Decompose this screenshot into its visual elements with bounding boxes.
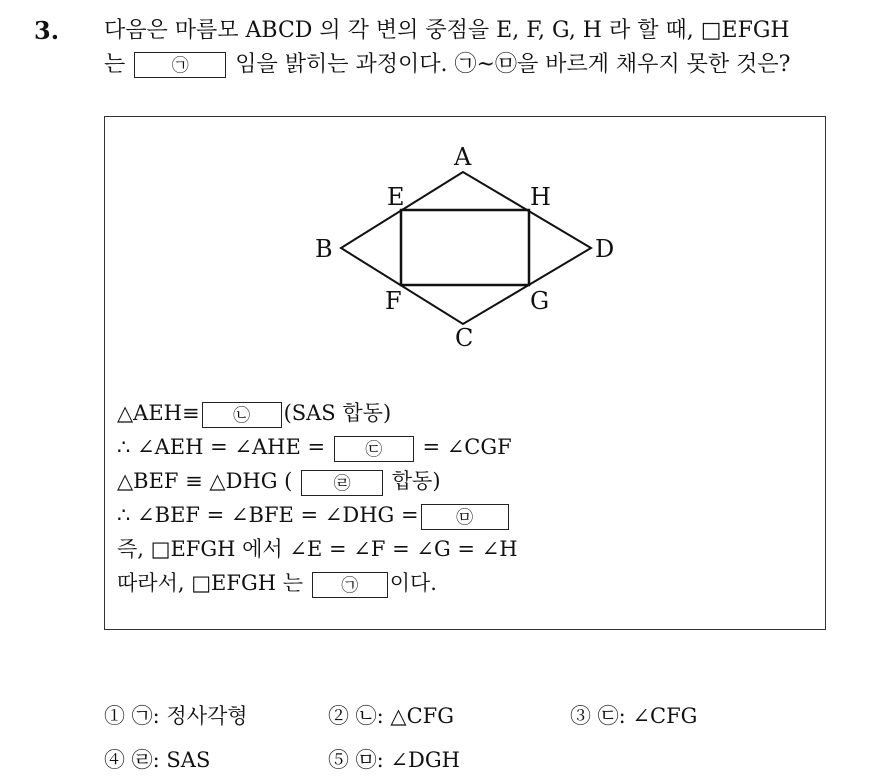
- label-a: A: [454, 143, 472, 171]
- label-d: D: [595, 235, 615, 263]
- question-text-line1: 다음은 마름모 ABCD 의 각 변의 중점을 E, F, G, H 라 할 때, □EFGH: [104, 18, 790, 43]
- question-text-suffix: 임을 밝히는 과정이다. ㉠~㉤을 바르게 채우지 못한 것은?: [235, 52, 791, 77]
- label-h: H: [530, 183, 551, 211]
- label-f: F: [385, 287, 402, 315]
- proof-line-2-suffix: = ∠CGF: [422, 435, 512, 459]
- rectangle-efgh: [401, 210, 529, 285]
- question-number: 3.: [34, 16, 60, 45]
- proof-line-6-suffix: 이다.: [389, 571, 437, 595]
- proof-line-4-text: ∴ ∠BEF = ∠BFE = ∠DHG =: [117, 503, 419, 527]
- proof-line-3-text: △BEF ≡ △DHG (: [117, 469, 293, 493]
- proof-line-6-text: 따라서, □EFGH 는: [117, 571, 304, 595]
- label-e: E: [387, 183, 405, 211]
- answer-blank-d: ㉣: [301, 470, 383, 496]
- proof-line-1-suffix: (SAS 합동): [283, 401, 392, 425]
- choice-2[interactable]: ② ㉡: △CFG: [328, 704, 454, 728]
- label-g: G: [530, 287, 550, 315]
- proof-line-3: [117, 467, 441, 496]
- label-c: C: [455, 324, 474, 352]
- proof-line-6: [117, 569, 437, 598]
- proof-line-5: 즉, □EFGH 에서 ∠E = ∠F = ∠G = ∠H: [117, 537, 518, 561]
- proof-box: [104, 116, 826, 630]
- answer-blank-a: ㉠: [134, 52, 226, 78]
- proof-line-1: [117, 399, 391, 428]
- answer-blank-e: ㉤: [421, 504, 509, 530]
- choice-5[interactable]: ⑤ ㉤: ∠DGH: [328, 748, 460, 772]
- proof-line-1-text: △AEH≡: [117, 401, 200, 425]
- proof-line-2: [117, 433, 512, 462]
- choice-3[interactable]: ③ ㉢: ∠CFG: [570, 704, 698, 728]
- question-text-line2: [104, 50, 790, 80]
- answer-blank-b: ㉡: [202, 402, 282, 428]
- answer-blank-a-2: ㉠: [312, 572, 388, 598]
- answer-blank-c: ㉢: [334, 436, 414, 462]
- proof-line-3-suffix: 합동): [391, 469, 441, 493]
- label-b: B: [315, 235, 333, 263]
- choice-4[interactable]: ④ ㉣: SAS: [104, 748, 211, 772]
- rhombus-figure: [105, 117, 825, 357]
- rhombus-abcd: [341, 172, 591, 324]
- question-text-prefix: 는: [104, 52, 126, 77]
- proof-line-4: [117, 501, 511, 530]
- proof-line-2-text: ∴ ∠AEH = ∠AHE =: [117, 435, 326, 459]
- choice-1[interactable]: ① ㉠: 정사각형: [104, 704, 248, 728]
